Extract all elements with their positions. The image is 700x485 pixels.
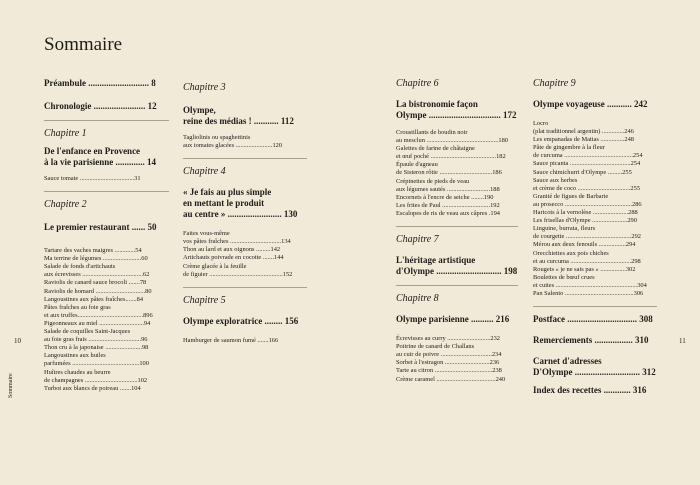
toc-column-2 [183, 78, 307, 345]
recipe-item[interactable]: Locro [533, 120, 549, 127]
chapter-label: Chapitre 8 [396, 293, 439, 305]
recipe-item[interactable]: vos pâtes fraîches ................................134 [183, 238, 291, 246]
chapter-title[interactable]: La bistronomie façon Olympe ................................ 172 [396, 99, 517, 120]
recipe-item[interactable]: Orecchiettes aux pois chiches [533, 249, 609, 257]
recipe-item[interactable]: Tarte au citron ....................................238 [396, 367, 502, 375]
recipe-item[interactable]: Les empanadas de Matias ...............248 [533, 136, 634, 144]
recipe-item[interactable]: Pan Salento ...........................................306 [533, 289, 644, 297]
divider [44, 120, 169, 121]
recipe-item[interactable]: Les frisellas d'Olympe ......................290 [533, 217, 637, 225]
page-number-right: 11 [679, 337, 686, 345]
chapter-title[interactable]: Olympe, reine des médias ! ........... 112 [183, 105, 294, 126]
chapter-label: Chapitre 2 [44, 199, 87, 211]
toc-column-4 [533, 78, 657, 403]
chapter-label: Chapitre 9 [533, 78, 576, 89]
recipe-item[interactable]: au mesclun .............................................180 [396, 137, 509, 145]
toc-entry-postface[interactable]: Postface ............................... 308 [533, 314, 653, 325]
chapter-label: Chapitre 4 [183, 166, 226, 178]
recipe-item[interactable]: Sauce tomate ..................................31 [44, 175, 141, 182]
recipe-item[interactable]: Ma terrine de légumes ........................60 [44, 255, 148, 263]
recipe-item[interactable]: de Sisteron rôtie .................................186 [396, 169, 502, 177]
recipe-item[interactable]: Salade de coquilles Saint-Jacques [44, 328, 131, 336]
recipe-item[interactable]: Sorbet à l'estragon ............................236 [396, 359, 500, 367]
toc-column-1 [44, 78, 169, 393]
recipe-item[interactable]: Encornets à l'encre de seiche ........190 [396, 193, 494, 201]
recipe-item[interactable]: parfumées ..........................................100 [44, 360, 149, 368]
recipe-item[interactable]: Crème caramel .....................................240 [396, 375, 506, 383]
recipe-list [396, 335, 518, 384]
recipe-item[interactable]: Escalopes de ris de veau aux câpres .194 [396, 209, 500, 217]
toc-column-3 [396, 78, 518, 384]
recipe-item[interactable]: aux légumes sautés ...........................188 [396, 185, 500, 193]
recipe-item[interactable]: Pâtes fraîches au foie gras [44, 303, 111, 311]
chapter-label: Chapitre 7 [396, 234, 439, 246]
divider [183, 158, 307, 159]
toc-entry-chronologie[interactable]: Chronologie ....................... 12 [44, 101, 157, 111]
recipe-item[interactable]: Raviolis de homard ...............................80 [44, 287, 152, 295]
recipe-item[interactable]: au prosecco ..........................................286 [533, 200, 642, 208]
chapter-label: Chapitre 5 [183, 294, 226, 306]
recipe-item[interactable]: Thon au lard et aux oignons .........142 [183, 246, 281, 254]
divider [396, 285, 518, 286]
recipe-item[interactable]: et crème de coco .................................255 [533, 184, 641, 192]
recipe-item[interactable]: Turbot aux blancs de poireau .......104 [44, 384, 141, 392]
recipe-list [533, 120, 657, 298]
divider [44, 191, 169, 192]
chapter-title[interactable]: Le premier restaurant ...... 50 [44, 222, 157, 233]
recipe-item[interactable]: Sauce aux herbes [533, 176, 578, 184]
chapter-title[interactable]: Olympe parisienne .......... 216 [396, 314, 510, 325]
recipe-list [396, 129, 518, 218]
recipe-item[interactable]: Pigeonneaux au miel ............................94 [44, 319, 151, 327]
recipe-item[interactable]: de curcuma ...........................................254 [533, 152, 643, 160]
side-running-title: Sommaire [8, 373, 14, 398]
recipe-item[interactable]: et cuites ...................................................304 [533, 281, 647, 289]
recipe-item[interactable]: aux tomates glacées .......................120 [183, 142, 283, 150]
toc-entry-carnet-adresses[interactable]: Carnet d'adresses D'Olympe ............................. 312 [533, 356, 656, 378]
recipe-item[interactable]: Écrevisses au curry ...........................232 [396, 335, 501, 343]
toc-entry-preambule[interactable]: Préambule ........................... 8 [44, 78, 156, 88]
recipe-item[interactable]: et œuf poché .........................................182 [396, 153, 506, 161]
chapter-label: Chapitre 3 [183, 82, 226, 93]
recipe-item[interactable]: Granité de figues de Barbarie [533, 192, 609, 200]
recipe-item[interactable]: de courgette .........................................292 [533, 233, 641, 241]
divider [396, 226, 518, 227]
recipe-item[interactable]: Artichauts poivrade en cocotte .......144 [183, 254, 284, 262]
recipe-item[interactable]: de champagnes .................................102 [44, 376, 148, 384]
page-title: Sommaire [44, 34, 123, 55]
chapter-title[interactable]: L'héritage artistique d'Olympe ............................. 198 [396, 255, 518, 277]
recipe-item[interactable]: (plat traditionnel argentin) ..............246 [533, 128, 634, 136]
recipe-item[interactable]: Huîtres chaudes au beurre [44, 368, 111, 376]
recipe-item[interactable]: Mérou aux deux fenouils .................294 [533, 241, 636, 249]
recipe-item[interactable]: Tartare des vaches maigres .............54 [44, 247, 142, 255]
recipe-item[interactable]: et au curcuma ......................................298 [533, 257, 641, 265]
recipe-item[interactable]: Langoustines aux pâtes fraîches.......84 [44, 295, 144, 303]
recipe-item[interactable]: Crème glacée à la feuille [183, 262, 247, 270]
chapter-label: Chapitre 6 [396, 78, 439, 89]
chapter-title[interactable]: « Je fais au plus simple en mettant le produit au centre » ........................ 130 [183, 187, 298, 220]
recipe-item[interactable]: Sauce picanta ......................................254 [533, 160, 641, 168]
recipe-item[interactable]: aux écrevisses ......................................62 [44, 271, 150, 279]
recipe-list [44, 175, 169, 183]
divider [183, 287, 307, 288]
recipe-item[interactable]: au cuir de poivre ................................234 [396, 351, 502, 359]
recipe-item[interactable]: Boulettes de bœuf crues [533, 273, 595, 281]
page-number-left: 10 [14, 337, 21, 345]
recipe-item[interactable]: au foie gras frais .................................96 [44, 336, 148, 344]
recipe-list [183, 134, 307, 150]
recipe-item[interactable]: de figuier ..............................................152 [183, 270, 293, 278]
chapter-label: Chapitre 1 [44, 128, 87, 139]
recipe-item[interactable]: Rougets « je ne sais pas » ................302 [533, 265, 636, 273]
recipe-item[interactable]: Sauce chimichurri d'Olympe .........255 [533, 168, 632, 176]
recipe-item[interactable]: Tagliolinis ou spaghettinis [183, 134, 251, 141]
divider [533, 306, 657, 307]
recipe-item[interactable]: Pâte de gingembre à la fleur [533, 144, 605, 152]
recipe-list [183, 230, 307, 279]
toc-entry-index[interactable]: Index des recettes ............ 316 [533, 385, 647, 396]
recipe-item[interactable]: Faites vous-même [183, 230, 230, 238]
recipe-item[interactable]: Hamburger de saumon fumé .......166 [183, 336, 279, 344]
chapter-title[interactable]: Olympe exploratrice ........ 156 [183, 315, 299, 326]
recipe-list [183, 337, 307, 345]
recipe-item[interactable]: Raviolis de canard sauce brocoli .......78 [44, 279, 147, 287]
recipe-item[interactable]: Linguine, burrata, fleurs [533, 225, 596, 233]
chapter-title[interactable]: De l'enfance en Provence à la vie parisienne ............. 14 [44, 146, 156, 167]
chapter-title[interactable]: Olympe voyageuse ........... 242 [533, 99, 648, 109]
recipe-list [44, 247, 169, 393]
recipe-item[interactable]: Croustillants de boudin noir [396, 129, 468, 136]
recipe-item[interactable]: Poitrine de canard de Challans [396, 343, 475, 351]
recipe-item[interactable]: Les frites de Paul ..............................192 [396, 201, 500, 209]
recipe-item[interactable]: Salade de fonds d'artichauts [44, 263, 116, 271]
recipe-item[interactable]: Épaule d'agneau [396, 161, 438, 169]
recipe-item[interactable]: Crépinettes de pieds de veau [396, 177, 470, 185]
recipe-item[interactable]: Galettes de farine de châtaigne [396, 145, 475, 153]
recipe-item[interactable]: Haricots à la vernolèse ......................288 [533, 209, 638, 217]
recipe-item[interactable]: Thon cru à la japonaise .......................98 [44, 344, 149, 352]
toc-entry-remerciements[interactable]: Remerciements ................. 310 [533, 335, 649, 346]
recipe-item[interactable]: et aux truffes.........................................896 [44, 311, 153, 319]
recipe-item[interactable]: Langoustines aux huiles [44, 352, 106, 360]
